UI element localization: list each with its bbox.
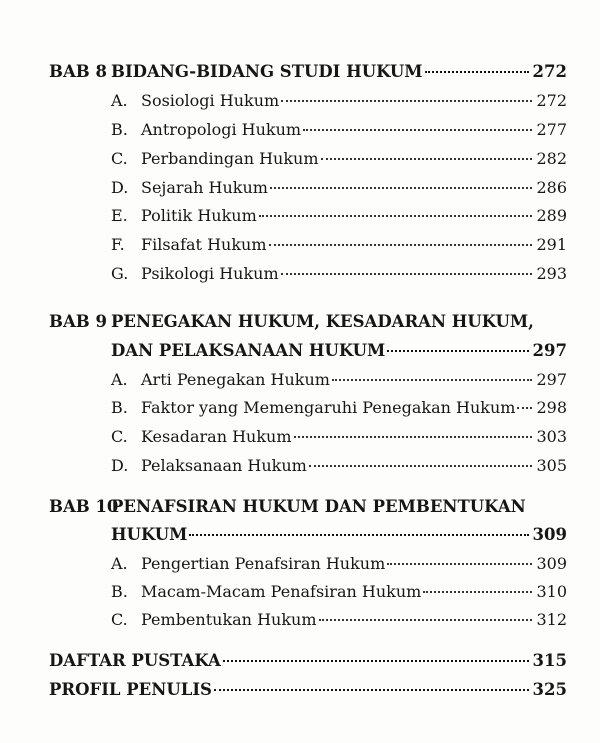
dot-leader <box>270 187 533 189</box>
entry-letter: D. <box>111 178 129 197</box>
dot-leader <box>223 660 529 662</box>
chapter-page-number: 297 <box>532 341 567 360</box>
entry-page-number: 298 <box>536 398 567 417</box>
toc-entry <box>111 554 567 573</box>
entry-title: Arti Penegakan Hukum <box>141 370 330 389</box>
dot-leader <box>259 215 533 217</box>
entry-page-number: 289 <box>536 206 567 225</box>
chapter-title-line2: HUKUM <box>111 525 188 544</box>
entry-letter: B. <box>111 398 128 417</box>
toc-chapter-9-line1 <box>49 312 534 331</box>
dot-leader <box>309 465 533 467</box>
dot-leader <box>387 563 532 565</box>
entry-letter: B. <box>111 120 128 139</box>
chapter-page-number: 309 <box>532 525 567 544</box>
chapter-title-line1: PENEGAKAN HUKUM, KESADARAN HUKUM, <box>111 312 534 331</box>
toc-bibliography <box>49 651 567 670</box>
entry-title: Psikologi Hukum <box>141 264 279 283</box>
entry-letter: A. <box>111 370 128 389</box>
entry-title: Kesadaran Hukum <box>141 427 292 446</box>
entry-letter: E. <box>111 206 128 225</box>
entry-title: Filsafat Hukum <box>141 235 267 254</box>
entry-title: Pelaksanaan Hukum <box>141 456 307 475</box>
toc-entry <box>111 206 567 225</box>
entry-page-number: 291 <box>536 235 567 254</box>
toc-chapter-9 <box>111 341 567 360</box>
toc-entry <box>111 264 567 283</box>
dot-leader <box>321 158 533 160</box>
entry-title: Faktor yang Memengaruhi Penegakan Hukum <box>141 398 516 417</box>
chapter-title-line1: PENAFSIRAN HUKUM DAN PEMBENTUKAN <box>111 497 526 516</box>
toc-entry <box>111 456 567 475</box>
entry-page-number: 303 <box>536 427 567 446</box>
entry-page-number: 286 <box>536 178 567 197</box>
entry-letter: D. <box>111 456 129 475</box>
dot-leader <box>294 436 533 438</box>
entry-title: Antropologi Hukum <box>141 120 302 139</box>
toc-entry <box>111 582 567 601</box>
chapter-label: BAB 10 <box>49 497 119 516</box>
dot-leader <box>423 591 532 593</box>
dot-leader <box>332 379 532 381</box>
entry-page-number: 297 <box>536 370 567 389</box>
entry-title: Sejarah Hukum <box>141 178 268 197</box>
chapter-label: BAB 9 <box>49 312 107 331</box>
entry-page-number: 272 <box>536 91 567 110</box>
entry-title: Pengertian Penafsiran Hukum <box>141 554 386 573</box>
entry-letter: B. <box>111 582 128 601</box>
entry-letter: C. <box>111 149 128 168</box>
entry-page-number: 293 <box>536 264 567 283</box>
dot-leader <box>269 244 533 246</box>
entry-page-number: 282 <box>536 149 567 168</box>
entry-title: Politik Hukum <box>141 206 257 225</box>
author-profile-title: PROFIL PENULIS <box>49 680 212 699</box>
dot-leader <box>319 619 533 621</box>
toc-entry <box>111 91 567 110</box>
entry-page-number: 312 <box>536 610 567 629</box>
entry-letter: C. <box>111 610 128 629</box>
entry-title: Pembentukan Hukum <box>141 610 317 629</box>
chapter-title: BIDANG-BIDANG STUDI HUKUM <box>111 62 423 81</box>
entry-title: Sosiologi Hukum <box>141 91 280 110</box>
entry-letter: A. <box>111 91 128 110</box>
dot-leader <box>214 689 529 691</box>
bibliography-title: DAFTAR PUSTAKA <box>49 651 221 670</box>
entry-title: Macam-Macam Penafsiran Hukum <box>141 582 422 601</box>
dot-leader <box>303 129 532 131</box>
toc-author-profile <box>49 680 567 699</box>
toc-entry <box>111 120 567 139</box>
toc-chapter-10-line1 <box>49 497 526 516</box>
entry-title: Perbandingan Hukum <box>141 149 319 168</box>
dot-leader <box>189 534 528 536</box>
entry-page-number: 277 <box>536 120 567 139</box>
entry-page-number: 310 <box>536 582 567 601</box>
chapter-label: BAB 8 <box>49 62 107 81</box>
toc-entry <box>111 178 567 197</box>
dot-leader <box>281 273 533 275</box>
toc-chapter-8 <box>49 62 567 81</box>
entry-page-number: 305 <box>536 456 567 475</box>
entry-letter: G. <box>111 264 129 283</box>
dot-leader <box>517 407 532 409</box>
dot-leader <box>281 100 532 102</box>
entry-letter: F. <box>111 235 125 254</box>
chapter-title-line2: DAN PELAKSANAAN HUKUM <box>111 341 386 360</box>
toc-entry <box>111 370 567 389</box>
toc-entry <box>111 427 567 446</box>
toc-entry <box>111 398 567 417</box>
entry-page-number: 309 <box>536 554 567 573</box>
entry-letter: A. <box>111 554 128 573</box>
toc-entry <box>111 235 567 254</box>
bibliography-page-number: 315 <box>532 651 567 670</box>
toc-entry <box>111 610 567 629</box>
author-profile-page-number: 325 <box>532 680 567 699</box>
chapter-page-number: 272 <box>532 62 567 81</box>
toc-chapter-10 <box>111 525 567 544</box>
dot-leader <box>387 350 528 352</box>
toc-entry <box>111 149 567 168</box>
entry-letter: C. <box>111 427 128 446</box>
dot-leader <box>425 71 529 73</box>
